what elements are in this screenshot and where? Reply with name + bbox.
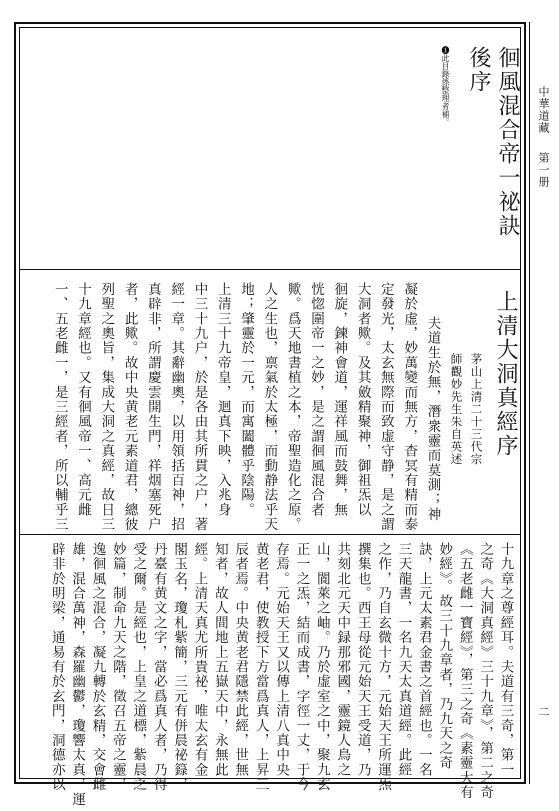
text-column: 人之生也，禀氣於太極，而動静法乎天 xyxy=(261,282,278,532)
text-column: 定發光，太玄無際而致虚守静，是之謂 xyxy=(377,282,394,532)
inner-frame xyxy=(19,27,521,807)
text-column: 山，閬萊之岫。乃於虚室之中，聚九玄 xyxy=(313,542,330,792)
text-column: 凝於虚，妙萬變而無方，杳冥有精而泰 xyxy=(401,282,418,532)
author-line: 師觀妙先生朱自英述 xyxy=(449,353,464,466)
page-number: 二 xyxy=(537,706,550,717)
text-column: 訣，上元太素君金書之首經也。一名 xyxy=(415,542,432,778)
text-column: 徊旋，鍊神會道，運祥風而鼓舞，無 xyxy=(331,282,348,518)
volume-header: 第一册 xyxy=(537,152,550,188)
text-column: 上清三十九帝皇，迴真下映，入兆身 xyxy=(214,282,231,518)
text-column: 之作，乃自玄微十方，元始天王所運炁 xyxy=(375,542,392,792)
book-header: 中華道藏 xyxy=(537,86,550,134)
preface-title: 上清大洞真經序 xyxy=(493,290,518,458)
text-column: 真辟非，所謂慶雲開生門，祥烟塞死户 xyxy=(144,282,161,532)
text-column: 正一之炁，結而成書，字徑一丈，于今 xyxy=(293,542,310,792)
text-column: 妙經》。故三十九章者，乃九天之奇 xyxy=(436,542,453,771)
text-column: 黄老君，使教授下方當爲真人，上昇三 xyxy=(252,542,269,792)
text-column: 雄，混合萬神，森羅幽鬱，瓊響太真，運 xyxy=(69,542,86,807)
section-divider-top xyxy=(20,269,520,270)
text-column: 撰集也。西王母從元始天王受道，乃 xyxy=(354,542,371,778)
text-column: 列聖之奧旨，集成大洞之真經，故日三 xyxy=(98,282,115,532)
text-column: 共刻北元天中録那邪國，靈鏡人鳥之 xyxy=(334,542,351,778)
page-frame xyxy=(14,22,526,807)
text-column: 存焉。元始天王又以傳上清八真中央 xyxy=(273,542,290,778)
text-column: 者，此歟。故中央黄老元素道君，總彼 xyxy=(121,282,138,532)
side-rule xyxy=(529,22,530,784)
text-column: 知者，故人間地上五嶽天中，永無此 xyxy=(211,542,228,778)
text-column: 之奇《大洞真經》三十九章》，第二之奇 xyxy=(477,542,494,800)
text-column: 經一章。其辭幽奧，以用領括百神，招 xyxy=(168,282,185,532)
text-column: 三天龍書，一名九天太真道經。此經 xyxy=(395,542,412,778)
section-subtitle: 後序 xyxy=(466,46,491,94)
text-column: 地；肇靈於一元，而寓闔體乎陰陽。 xyxy=(238,282,255,518)
text-column: 受之爾。是經也，上皇之道標，紫晨之 xyxy=(130,542,147,792)
text-column: 辟非於明梁，通易有於玄門，洞德亦以 xyxy=(48,542,65,792)
text-column: 十九章經也。又有徊風帝一、高元雌 xyxy=(75,282,91,518)
text-column: 閣玉名，瓊札紫簡，三元有併晨祕籙， xyxy=(171,542,188,792)
text-column: 夫道生於無，潛衆靈而莫測；神 xyxy=(424,316,441,522)
text-column: 妙篇，制命九天之階，徵召五帝之靈， xyxy=(109,542,126,792)
text-column: 丹臺有黄文之字，當必爲真人者，乃得 xyxy=(150,542,167,792)
text-column: 一、五老雌一，是三經者，所以輔乎三 xyxy=(51,282,68,532)
text-column: 大洞者歟。及其斂精聚神，御祖炁以 xyxy=(354,282,371,518)
author-line: 茅山上清二十三代宗 xyxy=(469,353,484,466)
text-column: 恍惚圍帝一之妙，是之謂徊風混合者 xyxy=(308,282,324,518)
text-column: 逸徊風之混合，凝九轉於玄精，交會雌 xyxy=(89,542,106,792)
text-column: 中三十九户，於是各由其所貫之户，著 xyxy=(191,282,208,532)
editor-note: ❶此目錄係整理者補。 xyxy=(441,46,450,126)
text-column: 辰者焉。中央黄老君隱禁此經，世無 xyxy=(232,542,249,778)
text-column: 十九章之尊經耳。夫道有三奇，第一 xyxy=(497,542,514,778)
section-divider-bottom xyxy=(20,534,520,535)
section-title: 徊風混合帝一祕訣 xyxy=(495,46,520,238)
text-column: 《五老雌一寶經》，第三之奇《素靈大有 xyxy=(456,542,473,800)
text-column: 經。上清天真尤所貴祕，唯太玄有金 xyxy=(191,542,208,778)
text-column: 歟。爲天地書植之本，帝聖造化之原。 xyxy=(284,282,301,532)
